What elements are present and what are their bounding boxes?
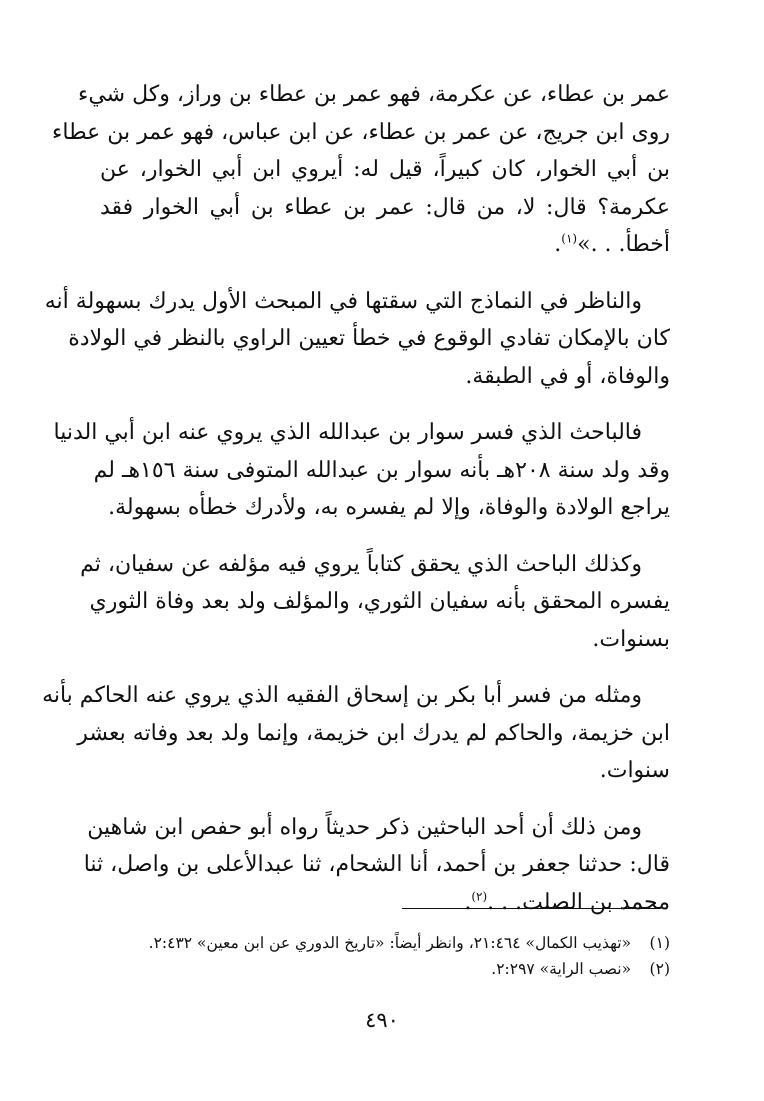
- text-line-last: [100, 226, 670, 264]
- text-line: والناظر في النماذج التي سقتها في المبحث الأول يدرك بسهولة أنه: [44, 288, 642, 314]
- text-line: عكرمة؟ قال: لا، من قال: عمر بن عطاء بن أبي الخوار فقد: [100, 194, 670, 220]
- footnote-number: (١): [649, 934, 670, 952]
- text-fragment: أخطأ. . .»: [577, 232, 670, 257]
- text-line: فالباحث الذي فسر سوار بن عبدالله الذي يروي عنه ابن أبي الدنيا: [53, 420, 642, 445]
- sentence-end: .: [554, 232, 562, 257]
- footnote-1: [100, 930, 670, 956]
- text-line: ابن خزيمة، والحاكم لم يدرك ابن خزيمة، وإنما ولد بعد وفاته بعشر: [77, 720, 670, 746]
- text-line-last: والوفاة، أو في الطبقة.: [465, 363, 670, 389]
- text-line-last: يراجع الولادة والوفاة، وإلا لم يفسره به، ولأدرك خطأه بسهولة.: [108, 495, 670, 520]
- paragraph-6: [83, 809, 670, 922]
- text-line-last: [100, 884, 670, 922]
- footnote-text: «نصب الراية» ٢:٢٩٧.: [491, 960, 632, 978]
- page-number: ٤٩٠: [365, 1008, 399, 1032]
- paragraph-3: [53, 414, 670, 527]
- paragraph-4: [80, 546, 670, 659]
- paragraph-5: [42, 677, 670, 790]
- text-line-last: بسنوات.: [592, 626, 670, 652]
- text-line: ومثله من فسر أبا بكر بن إسحاق الفقيه الذي يروي عنه الحاكم بأنه: [42, 683, 642, 708]
- footnote-ref-1[interactable]: (١): [561, 231, 578, 246]
- text-line: وكذلك الباحث الذي يحقق كتاباً يروي فيه مؤلفه عن سفيان، ثم: [80, 551, 642, 577]
- footnote-text: «تهذيب الكمال» ٢١:٤٦٤، وانظر أيضاً: «تاريخ الدوري عن ابن معين» ٢:٤٣٢.: [148, 934, 632, 952]
- text-line: عمر بن عطاء، عن عكرمة، فهو عمر بن عطاء بن وراز، وكل شيء: [78, 82, 670, 107]
- main-text: [42, 76, 670, 940]
- footnote-2: [100, 956, 670, 982]
- text-fragment: محمد بن الصلت. . .: [487, 889, 670, 915]
- text-line: قال: حدثنا جعفر بن أحمد، أنا الشحام، ثنا عبدالأعلى بن واصل، ثنا: [83, 852, 670, 877]
- text-line: روى ابن جريج، عن عمر بن عطاء، عن ابن عباس، فهو عمر بن عطاء: [52, 119, 670, 145]
- footnote-ref-2[interactable]: (٢): [471, 889, 488, 904]
- text-line: كان بالإمكان تفادي الوقوع في خطأ تعيين الراوي بالنظر في الولادة: [68, 326, 670, 351]
- footnote-number: (٢): [649, 960, 670, 978]
- text-line-last: سنوات.: [599, 758, 670, 783]
- text-line: ومن ذلك أن أحد الباحثين ذكر حديثاً رواه أبو حفص ابن شاهين: [87, 814, 642, 840]
- text-line: يفسره المحقق بأنه سفيان الثوري، والمؤلف ولد بعد وفاة الثوري: [89, 589, 670, 614]
- footnote-separator: [402, 908, 660, 909]
- sentence-end: .: [464, 889, 472, 915]
- paragraph-2: [44, 283, 670, 396]
- text-line: وقد ولد سنة ٢٠٨هـ بأنه سوار بن عبدالله المتوفى سنة ١٥٦هـ لم: [93, 457, 670, 483]
- paragraph-1: [52, 76, 670, 264]
- footnotes: [100, 930, 670, 982]
- text-line: بن أبي الخوار، كان كبيراً، قيل له: أيروي ابن أبي الخوار، عن: [100, 157, 670, 182]
